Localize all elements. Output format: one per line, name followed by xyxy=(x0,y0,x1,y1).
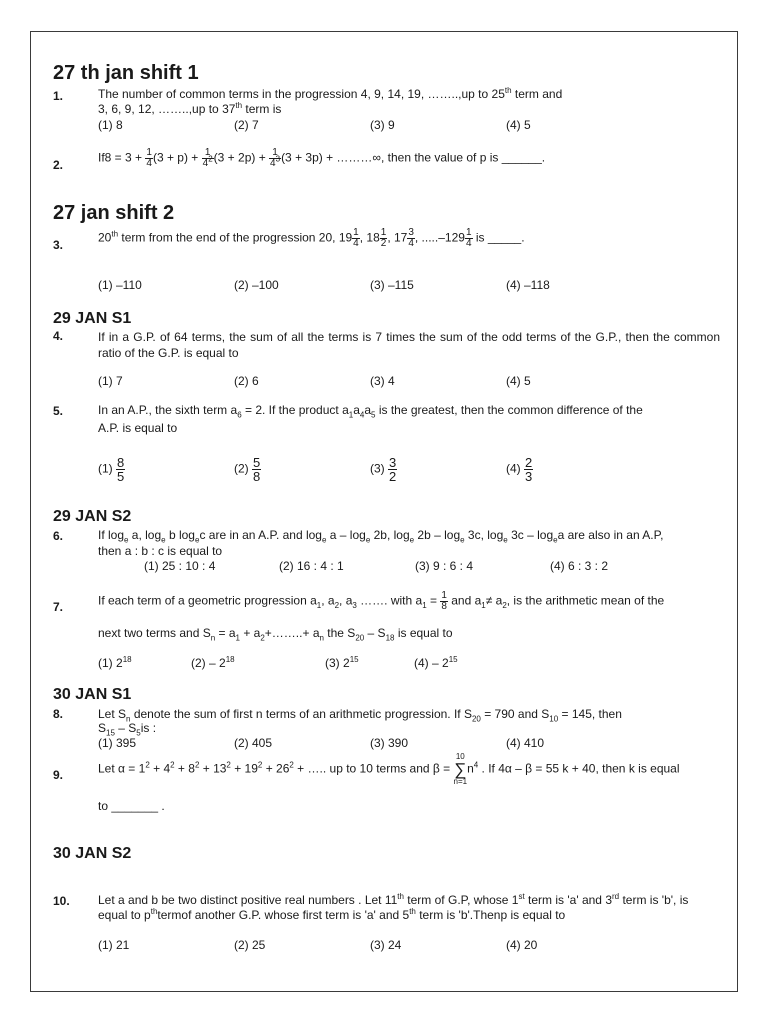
option-2: (2) $\frac{5}{8}$ xyxy=(234,455,261,484)
option-2: (2) 405 xyxy=(234,736,273,750)
section-heading: 30 JAN S1 xyxy=(53,686,132,703)
question-text: Let a and b be two distinct positive real numbers . Let 11th term of G.P, whose 1st term is 'a' and 3rd term is 'b', is xyxy=(98,892,689,907)
option-4: (4) $\frac{2}{3}$ xyxy=(506,455,533,484)
option-1: (1) 395 xyxy=(98,736,137,750)
question-text: The number of common terms in the progression 4, 9, 14, 19, ……..,up to 25th term and xyxy=(98,86,563,101)
question-text: 20th term from the end of the progression 20, 19 $\frac{1}{4}$ , 18 $\frac{1}{2}$ , 17 $\frac{3}{4}$ , .....–129 $\frac{1}{4}$ is _____. xyxy=(98,227,525,249)
question-number: 10. xyxy=(53,894,70,908)
question-text: next two terms and $S_n = a_1$ + $a_2+\dots\dots..+ a_n$ the $S_{20} - S_{18}$ is equal to xyxy=(98,626,453,643)
question-text: to _______ . xyxy=(98,799,165,813)
question-text: then a : b : c is equal to xyxy=(98,544,223,558)
question-number: 2. xyxy=(53,158,64,172)
page-border xyxy=(30,31,738,992)
question-text: If each term of a geometric progression $a_1$, $a_2$, $a_3$ ……. with $a_1$ = $\frac{1}{8}$ and $a_1\ne a_2$, is the arithmetic mean of the xyxy=(98,590,665,612)
section-heading: 27 th jan shift 1 xyxy=(53,62,199,84)
option-1: (1) 8 xyxy=(98,118,123,132)
question-number: 7. xyxy=(53,600,64,614)
question-text: A.P. is equal to xyxy=(98,421,178,435)
question-text: equal to $p^{th}termof$ another G.P. whose first term is 'a' and 5th term is 'b'.Thenp is equal to xyxy=(98,907,566,922)
option-2: (2) –100 xyxy=(234,278,279,292)
option-2: (2) 16 : 4 : 1 xyxy=(279,559,344,573)
question-number: 4. xyxy=(53,329,64,343)
option-4: (4) 20 xyxy=(506,938,538,952)
option-1: (1) $\frac{8}{5}$ xyxy=(98,455,125,484)
option-3: (3) 4 xyxy=(370,374,395,388)
question-text: In an A.P., the sixth term $a_6 = 2$. If the product $a_1a_4a_5$ is the greatest, then the common difference of the xyxy=(98,403,643,420)
option-3: (3) 9 xyxy=(370,118,395,132)
question-number: 6. xyxy=(53,529,64,543)
question-number: 3. xyxy=(53,238,64,252)
option-2: $(2) - 2^{18}$ xyxy=(191,655,235,670)
summation-symbol: 10 ∑ n=1 xyxy=(453,752,468,786)
option-4: (4) 410 xyxy=(506,736,545,750)
option-3: (3) 390 xyxy=(370,736,409,750)
option-3: (3) 24 xyxy=(370,938,402,952)
option-1: (1) 7 xyxy=(98,374,123,388)
option-4: (4) 6 : 3 : 2 xyxy=(550,559,609,573)
option-2: (2) 6 xyxy=(234,374,259,388)
question-number: 1. xyxy=(53,89,64,103)
section-heading: 27 jan shift 2 xyxy=(53,202,175,224)
option-4: $(4) - 2^{15}$ xyxy=(414,655,458,670)
option-3: (3) $\frac{3}{2}$ xyxy=(370,455,397,484)
option-1: (1) 21 xyxy=(98,938,130,952)
question-number: 5. xyxy=(53,404,64,418)
option-4: (4) 5 xyxy=(506,118,531,132)
option-3: (3) –115 xyxy=(370,278,414,292)
question-text: $S_{15} - S_5is$ : xyxy=(98,721,157,738)
option-2: (2) 7 xyxy=(234,118,259,132)
option-4: (4) –118 xyxy=(506,278,550,292)
option-3: (3) $2^{15}$ xyxy=(325,655,359,670)
question-number: 8. xyxy=(53,707,64,721)
option-1: (1) $2^{18}$ xyxy=(98,655,132,670)
question-text: If8 = 3 + $\frac{1}{4}$ (3 + p) + $\frac{1}{4^2}$ (3 + 2p) + $\frac{1}{4^3}$ (3 + 3p) + ………∞, then the value of p is ______. xyxy=(98,147,546,169)
question-text: Let $\alpha = 1^2 + 4^2 + 8^2 + 13^2 + 19^2 + 26^2$ + ….. up to 10 terms and β = 10 ∑ n=1 $n^4$ . If 4α – β = 55 k + 40, then k is equal xyxy=(98,752,680,786)
option-3: (3) 9 : 6 : 4 xyxy=(415,559,474,573)
section-heading: 29 JAN S2 xyxy=(53,508,132,525)
option-2: (2) 25 xyxy=(234,938,266,952)
question-text: If in a G.P. of 64 terms, the sum of all the terms is 7 times the sum of the odd terms of the G.P., then the common ratio of the G.P. is equal to xyxy=(98,330,720,360)
question-text: If $\log_e a$, $\log_e b$ $\log_ec$ are in an A.P. and $\log_e a - \log_e 2b$, $\log_e 2b - \log_e 3c$, $\log_e 3c - \log_ea$ are also in an A.P, xyxy=(98,528,664,545)
section-heading: 30 JAN S2 xyxy=(53,845,132,862)
option-1: (1) 25 : 10 : 4 xyxy=(144,559,216,573)
section-heading: 29 JAN S1 xyxy=(53,310,132,327)
option-4: (4) 5 xyxy=(506,374,531,388)
question-text: 3, 6, 9, 12, ……..,up to 37th term is xyxy=(98,101,282,116)
option-1: (1) –110 xyxy=(98,278,142,292)
question-text: Let $S_n$ denote the sum of first n terms of an arithmetic progression. If $S_{20} = 790$ and $S_{10} = 145$, then xyxy=(98,707,622,724)
question-number: 9. xyxy=(53,768,64,782)
